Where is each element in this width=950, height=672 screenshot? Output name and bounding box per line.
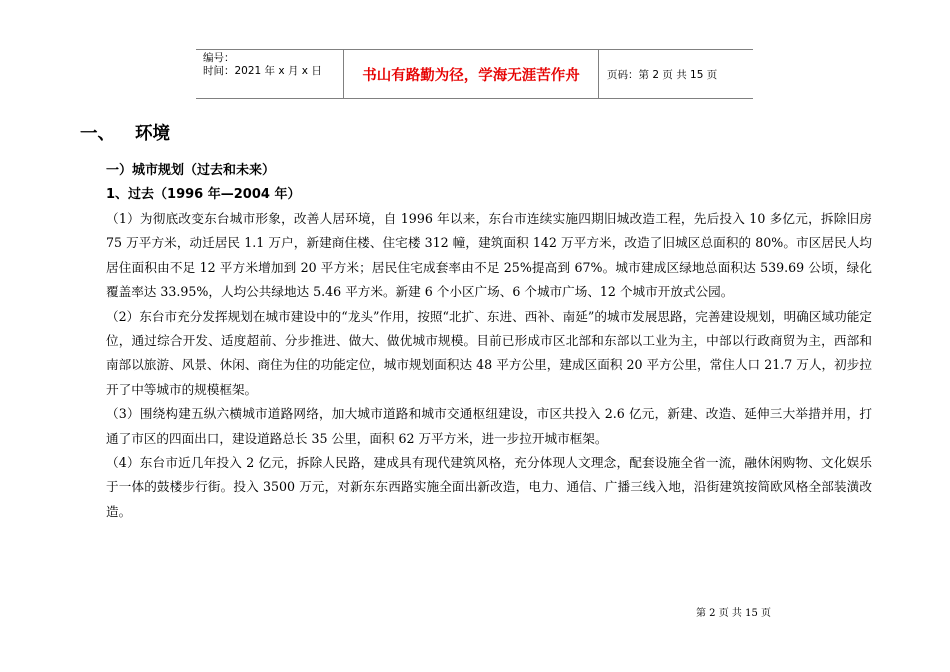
page-footer: 第 2 页 共 15 页 [696,608,771,619]
paragraph-3: （3）围绕构建五纵六横城市道路网络，加大城市道路和城市交通枢纽建设，市区共投入 2.6 亿元，新建、改造、延伸三大举措并用，打通了市区的四面出口，建设道路总长 35 公里，面积 62 万平方米，进一步拉开城市框架。 [106,406,872,446]
header-motto: 书山有路勤为径，学海无涯苦作舟 [344,50,599,98]
section-title: 环境 [135,124,170,144]
page-header [196,49,753,99]
subsubsection-title: 1、过去（1996 年—2004 年） [106,187,301,202]
time-label: 时间：2021 年 x 月 x 日 [203,65,322,77]
paragraph-4: （4）东台市近几年投入 2 亿元，拆除人民路，建成具有现代建筑风格，充分体现人文理念，配套设施全省一流，融休闲购物、文化娱乐于一体的鼓楼步行街。投入 3500 万元，对新东东西路实施全面出新改造，电力、通信、广播三线入地，沿街建筑按简欧风格全部装潢改造。 [106,455,872,519]
header-page-code: 页码：第 2 页 共 15 页 [607,68,718,81]
header-left-cell [196,50,344,98]
paragraph-1: （1）为彻底改变东台城市形象，改善人居环境，自 1996 年以来，东台市连续实施四期旧城改造工程，先后投入 10 多亿元，拆除旧房 75 万平方米，动迁居民 1.1 万户，新建商住楼、住宅楼 312 幢，建筑面积 142 万平方米，改造了旧城区总面积的 80%。市区居民人均居住面积由不足 12 平方米增加到 20 平方米；居民住宅成套率由不足 25%提高到 67%。城市建成区绿地总面积达 539.69 公顷，绿化覆盖率达 33.95%，人均公共绿地达 5.46 平方米。新建 6 个小区广场、6 个城市广场、12 个城市开放式公园。 [106,211,872,300]
section-heading [80,120,170,145]
paragraph-2: （2）东台市充分发挥规划在城市建设中的“龙头”作用，按照“北扩、东进、西补、南延”的城市发展思路，完善建设规划，明确区域功能定位，通过综合开发、适度超前、分步推进、做大、做优城市规模。目前已形成市区北部和东部以工业为主，中部以行政商贸为主，西部和南部以旅游、风景、休闲、商住为住的功能定位，城市规划面积达 48 平方公里，建成区面积 20 平方公里，常住人口 21.7 万人，初步拉开了中等城市的规模框架。 [106,308,872,397]
body-text [106,207,872,524]
section-number: 一、 [80,124,115,144]
code-label: 编号： [203,52,235,64]
subsection-title: 一）城市规划（过去和未来） [106,163,276,178]
